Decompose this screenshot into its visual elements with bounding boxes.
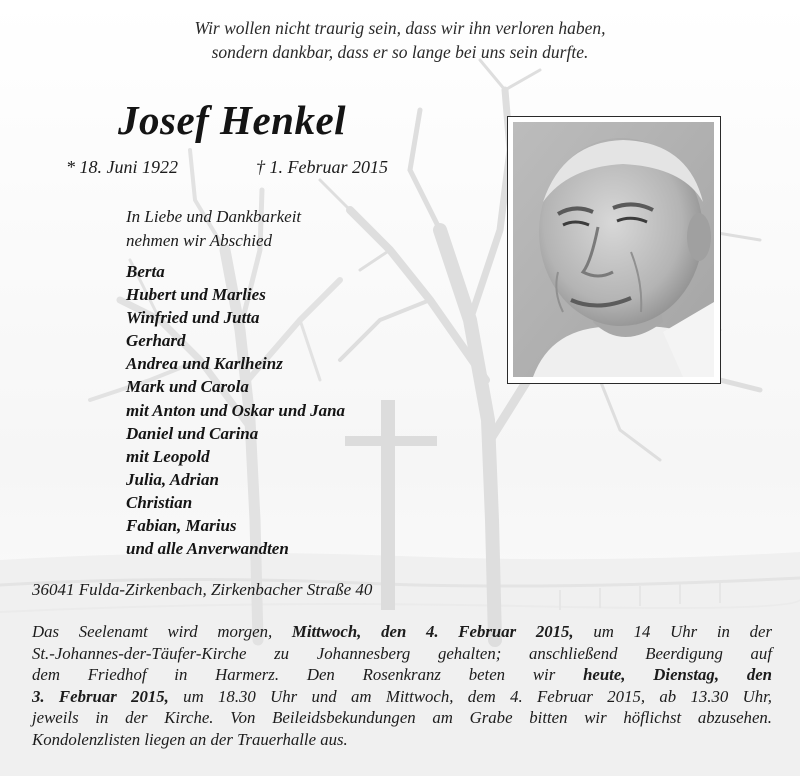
farewell-line-2: nehmen wir Abschied bbox=[126, 231, 273, 250]
farewell-text bbox=[126, 205, 301, 253]
mourner-entry: und alle Anverwandten bbox=[126, 539, 289, 559]
family-address: 36041 Fulda-Zirkenbach, Zirkenbacher Straße 40 bbox=[32, 580, 373, 599]
service-announcement bbox=[32, 621, 772, 751]
mourner-entry: Hubert und Marlies bbox=[126, 285, 266, 305]
farewell-line-1: In Liebe und Dankbarkeit bbox=[126, 207, 302, 226]
mourner-entry: mit Leopold bbox=[126, 446, 210, 466]
announcement-line: dem Friedhof in Harmerz. Den Rosenkranz beten wir heute, Dienstag, den bbox=[32, 665, 773, 685]
announcement-line: St.-Johannes-der-Täufer-Kirche zu Johannesberg gehalten; anschließend Beerdigung auf bbox=[32, 643, 772, 663]
mourner-entry: Andrea und Karlheinz bbox=[126, 354, 283, 374]
quote-line-1: Wir wollen nicht traurig sein, dass wir ihn verloren haben, bbox=[194, 18, 606, 38]
mourners-list bbox=[126, 260, 345, 560]
funeral-mass-date: Mittwoch, den 4. Februar 2015, bbox=[291, 622, 574, 641]
announcement-line: 3. Februar 2015, um 18.30 Uhr und am Mittwoch, dem 4. Februar 2015, ab 13.30 Uhr, bbox=[32, 686, 772, 706]
death-date: † 1. Februar 2015 bbox=[256, 157, 388, 177]
mourner-entry: Julia, Adrian bbox=[126, 469, 219, 489]
mourner-entry: Christian bbox=[126, 492, 193, 512]
portrait-photo bbox=[513, 122, 714, 377]
mourner-entry: Gerhard bbox=[126, 331, 186, 351]
mourner-entry: Berta bbox=[126, 262, 165, 281]
announcement-line: Kondolenzlisten liegen an der Trauerhalle aus. bbox=[32, 729, 348, 749]
mourner-entry: Fabian, Marius bbox=[126, 516, 237, 536]
birth-date: * 18. Juni 1922 bbox=[66, 157, 178, 177]
mourner-entry: Winfried und Jutta bbox=[126, 308, 260, 328]
portrait-photo-frame bbox=[507, 116, 721, 384]
quote-line-2: sondern dankbar, dass er so lange bei uns sein durfte. bbox=[211, 42, 589, 62]
announcement-line: jeweils in der Kirche. Von Beileidsbekundungen am Grabe bitten wir höflichst abzusehen. bbox=[32, 708, 772, 728]
mourner-entry: mit Anton und Oskar und Jana bbox=[126, 400, 346, 420]
announcement-line: Das Seelenamt wird morgen, Mittwoch, den 4. Februar 2015, um 14 Uhr in der bbox=[32, 622, 772, 641]
deceased-name: Josef Henkel bbox=[118, 97, 347, 143]
memorial-quote bbox=[0, 16, 800, 64]
mourner-entry: Mark und Carola bbox=[126, 377, 249, 397]
rosary-date-cont: 3. Februar 2015, bbox=[32, 686, 169, 706]
rosary-date: heute, Dienstag, den bbox=[583, 665, 773, 685]
mourner-entry: Daniel und Carina bbox=[126, 423, 259, 443]
